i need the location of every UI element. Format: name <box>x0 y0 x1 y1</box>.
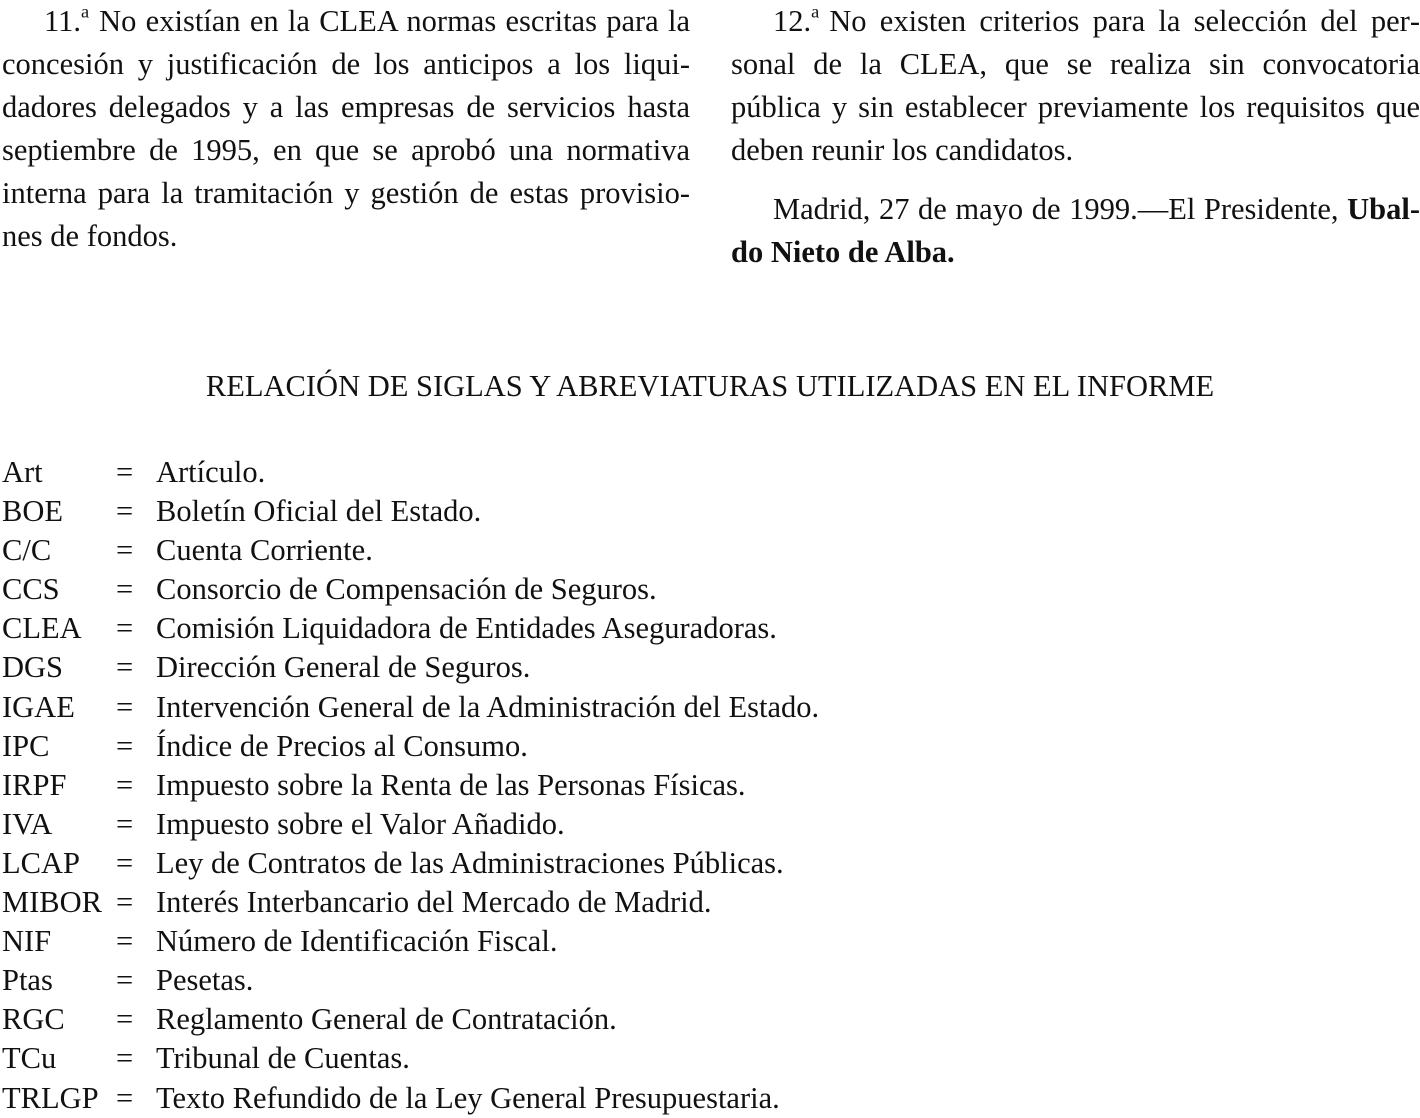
abbreviation-definition: Número de Identificación Fiscal. <box>156 924 558 959</box>
abbreviation-row <box>2 453 819 492</box>
abbreviations-list <box>2 453 819 1118</box>
abbreviation-row <box>2 688 819 727</box>
abbreviation-definition: Ley de Contratos de las Administraciones Públicas. <box>156 845 784 880</box>
abbreviation-row <box>2 1079 819 1118</box>
abbreviation-term: CCS <box>2 572 60 607</box>
equals-sign: = <box>116 1080 134 1115</box>
abbreviation-row <box>2 570 819 609</box>
abbreviation-definition: Tribunal de Cuentas. <box>156 1041 410 1076</box>
paragraph-number: 11.$^a$ <box>44 1 90 38</box>
abbreviation-term: IPC <box>2 728 50 763</box>
equals-sign: = <box>116 689 134 724</box>
left-column <box>2 0 690 258</box>
equals-sign: = <box>116 924 134 959</box>
paragraph-12 <box>731 0 1420 172</box>
abbreviation-term: Ptas <box>2 963 53 998</box>
equals-sign: = <box>116 455 134 489</box>
abbreviation-term: DGS <box>2 650 64 685</box>
abbreviation-definition: Artículo. <box>156 455 266 489</box>
abbreviation-term: RGC <box>2 1002 65 1037</box>
abbreviation-definition: Pesetas. <box>156 963 254 998</box>
equals-sign: = <box>116 885 134 920</box>
abbreviation-term: BOE <box>2 494 63 529</box>
abbreviation-row <box>2 766 819 805</box>
equals-sign: = <box>116 1041 134 1076</box>
signature-name: Ubaldo Nieto de Alba. <box>731 192 1420 269</box>
equals-sign: = <box>116 767 134 802</box>
abbreviation-definition: Interés Interbancario del Mercado de Madrid. <box>156 885 712 920</box>
abbreviation-definition: Impuesto sobre el Valor Añadido. <box>156 806 565 841</box>
abbreviation-term: IVA <box>2 806 53 841</box>
paragraph-text: No existían en la CLEA normas escritas para la concesión y justificación de los anticipos a los liquidadores delegados y a las empresas de servicios hasta septiembre de 1995, en que se aprobó una normativa interna para la tramitación y gestión de estas provisiones de fondos. <box>2 4 690 253</box>
abbreviation-definition: Consorcio de Compensación de Seguros. <box>156 572 657 607</box>
paragraph-11 <box>2 0 690 258</box>
abbreviation-definition: Impuesto sobre la Renta de las Personas Físicas. <box>156 767 746 802</box>
abbreviation-term: CLEA <box>2 611 82 646</box>
abbreviation-term: Art <box>2 455 43 489</box>
signature-place-date: Madrid, 27 de mayo de 1999.—El Presidente, <box>773 192 1348 226</box>
equals-sign: = <box>116 845 134 880</box>
abbreviation-term: IGAE <box>2 689 75 724</box>
abbreviation-row <box>2 844 819 883</box>
abbreviation-row <box>2 727 819 766</box>
abbreviation-definition: Cuenta Corriente. <box>156 533 373 568</box>
equals-sign: = <box>116 494 134 529</box>
equals-sign: = <box>116 728 134 763</box>
abbreviation-definition: Comisión Liquidadora de Entidades Aseguradoras. <box>156 611 777 646</box>
abbreviation-term: TRLGP <box>2 1080 99 1115</box>
abbreviation-definition: Boletín Oficial del Estado. <box>156 494 482 529</box>
equals-sign: = <box>116 650 134 685</box>
abbreviation-definition: Reglamento General de Contratación. <box>156 1002 617 1037</box>
abbreviations-heading: RELACIÓN DE SIGLAS Y ABREVIATURAS UTILIZADAS EN EL INFORME <box>205 369 1215 403</box>
abbreviation-row <box>2 531 819 570</box>
equals-sign: = <box>116 611 134 646</box>
abbreviation-row <box>2 609 819 648</box>
equals-sign: = <box>116 806 134 841</box>
abbreviation-term: LCAP <box>2 845 80 880</box>
abbreviation-definition: Dirección General de Seguros. <box>156 650 531 685</box>
paragraph-number: 12.$^a$ <box>773 1 820 38</box>
abbreviation-definition: Índice de Precios al Consumo. <box>156 728 528 763</box>
abbreviation-definition: Texto Refundido de la Ley General Presupuestaria. <box>156 1080 780 1115</box>
abbreviation-row <box>2 961 819 1000</box>
abbreviation-term: IRPF <box>2 767 67 802</box>
abbreviation-term: NIF <box>2 924 52 959</box>
paragraph-text: No existen criterios para la selección del personal de la CLEA, que se realiza sin convocatoria pública y sin establecer previamente los requisitos que deben reunir los candidatos. <box>731 4 1420 167</box>
equals-sign: = <box>116 963 134 998</box>
abbreviation-definition: Intervención General de la Administración del Estado. <box>156 689 820 724</box>
signature-paragraph <box>731 188 1420 274</box>
abbreviation-term: MIBOR <box>2 885 102 920</box>
abbreviation-row <box>2 883 819 922</box>
right-column <box>731 0 1420 274</box>
abbreviation-row <box>2 1000 819 1039</box>
equals-sign: = <box>116 572 134 607</box>
abbreviation-row <box>2 1039 819 1078</box>
abbreviation-row <box>2 648 819 687</box>
abbreviation-term: TCu <box>2 1041 57 1076</box>
abbreviation-row <box>2 922 819 961</box>
abbreviation-row <box>2 805 819 844</box>
abbreviation-term: C/C <box>2 533 52 568</box>
equals-sign: = <box>116 533 134 568</box>
equals-sign: = <box>116 1002 134 1037</box>
abbreviation-row <box>2 492 819 531</box>
